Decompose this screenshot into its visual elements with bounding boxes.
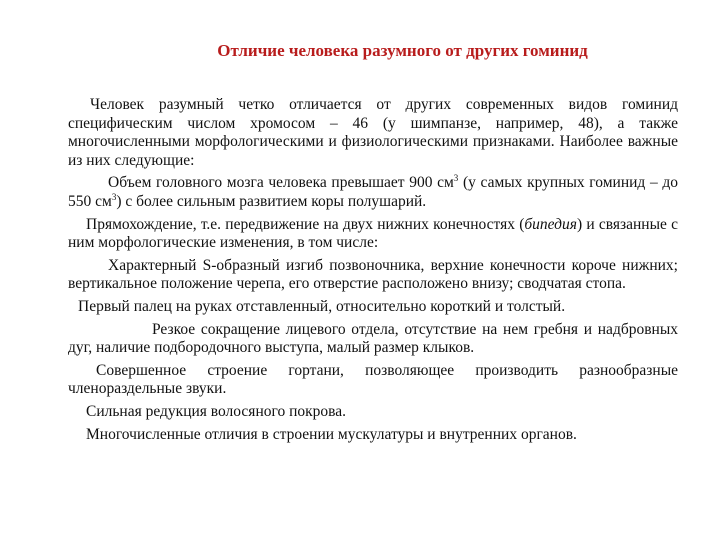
paragraph-larynx: Совершенное строение гортани, позволяющее производить разнообразные членораздельные звуки. (68, 361, 678, 398)
brain-volume-text-a: Объем головного мозга человека превышает 900 см (108, 174, 454, 192)
paragraph-brain-volume (68, 174, 678, 211)
brain-volume-text-b: (у самых крупных гоминид – до 550 см (68, 174, 678, 210)
brain-volume-text-c: ) с более сильным развитием коры полушарий. (116, 192, 427, 210)
slide-body (68, 96, 678, 444)
paragraph-intro: Человек разумный четко отличается от других современных видов гоминид специфическим числом хромосом – 46 (у шимпанзе, например, 48), а также многочисленными морфологическими и физиологическими признаками. Наиболее важные из них следующие: (68, 96, 678, 169)
paragraph-face: Резкое сокращение лицевого отдела, отсутствие на нем гребня и надбровных дуг, наличие подбородочного выступа, малый размер клыков. (68, 320, 678, 357)
paragraph-muscles: Многочисленные отличия в строении мускулатуры и внутренних органов. (86, 425, 577, 443)
paragraph-spine: Характерный S-образный изгиб позвоночника, верхние конечности короче нижних; вертикальное положение черепа, его отверстие расположено внизу; сводчатая стопа. (68, 256, 678, 293)
bipedalism-term: бипедия (524, 215, 577, 233)
superscript: 3 (111, 191, 117, 202)
paragraph-bipedalism (68, 216, 678, 253)
paragraph-hair: Сильная редукция волосяного покрова. (86, 402, 347, 420)
bipedalism-text-b: ) и связанные с ним морфологические изменения, в том числе: (68, 215, 678, 252)
paragraph-thumb: Первый палец на руках отставленный, относительно короткий и толстый. (78, 297, 566, 315)
bipedalism-text-a: Прямохождение, т.е. передвижение на двух нижних конечностях ( (86, 215, 525, 233)
slide-title: Отличие человека разумного от других гоминид (217, 41, 588, 60)
superscript: 3 (453, 173, 459, 184)
